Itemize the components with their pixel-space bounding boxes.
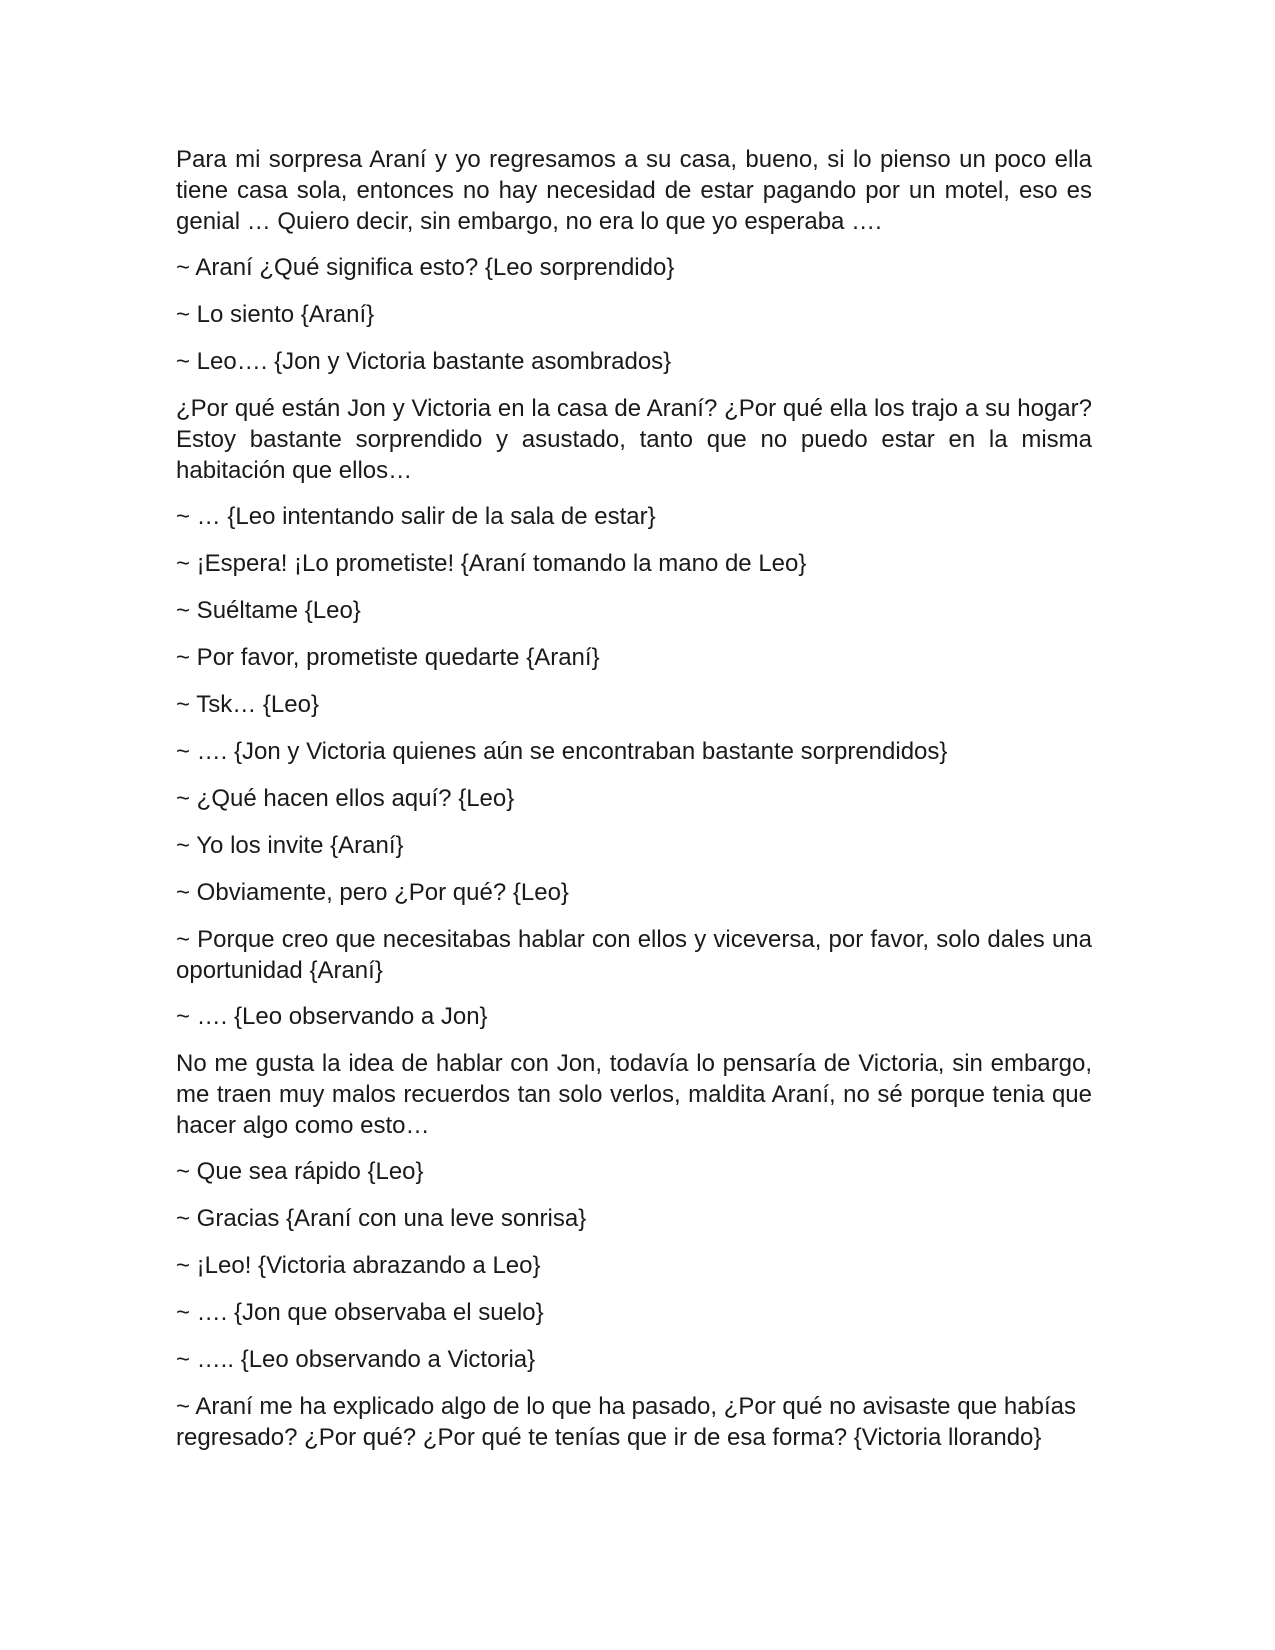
dialogue-line: ~ Araní ¿Qué significa esto? {Leo sorprendido}: [176, 254, 675, 281]
dialogue-line: ~ Por favor, prometiste quedarte {Araní}: [176, 644, 600, 671]
dialogue-line: ~ Obviamente, pero ¿Por qué? {Leo}: [176, 879, 569, 906]
dialogue-line: ~ Araní me ha explicado algo de lo que ha pasado, ¿Por qué no avisaste que habías regresado? ¿Por qué? ¿Por qué te tenías que ir de esa forma? {Victoria llorando}: [176, 1393, 1076, 1451]
dialogue-line: ~ Que sea rápido {Leo}: [176, 1158, 424, 1185]
dialogue-line: ~ Gracias {Araní con una leve sonrisa}: [176, 1205, 587, 1232]
dialogue-paragraph: ~ Porque creo que necesitabas hablar con ellos y viceversa, por favor, solo dales una oportunidad {Araní}: [176, 926, 1092, 984]
narration-paragraph: ¿Por qué están Jon y Victoria en la casa de Araní? ¿Por qué ella los trajo a su hogar? Estoy bastante sorprendido y asustado, tanto que no puedo estar en la misma habitación que ellos…: [176, 395, 1092, 484]
page-body: [176, 144, 1092, 1469]
narration-paragraph: Para mi sorpresa Araní y yo regresamos a su casa, bueno, si lo pienso un poco ella tiene casa sola, entonces no hay necesidad de estar pagando por un motel, eso es genial … Quiero decir, sin embargo, no era lo que yo esperaba ….: [176, 146, 1092, 235]
dialogue-line: ~ … {Leo intentando salir de la sala de estar}: [176, 503, 656, 530]
dialogue-line: ~ …. {Jon que observaba el suelo}: [176, 1299, 544, 1326]
dialogue-line: ~ ….. {Leo observando a Victoria}: [176, 1346, 536, 1373]
narration-paragraph: No me gusta la idea de hablar con Jon, todavía lo pensaría de Victoria, sin embargo, me traen muy malos recuerdos tan solo verlos, maldita Araní, no sé porque tenia que hacer algo como esto…: [176, 1050, 1092, 1139]
dialogue-line: ~ …. {Leo observando a Jon}: [176, 1003, 488, 1030]
dialogue-line: ~ Yo los invite {Araní}: [176, 832, 404, 859]
dialogue-line: ~ Lo siento {Araní}: [176, 301, 375, 328]
dialogue-line: ~ Tsk… {Leo}: [176, 691, 319, 718]
dialogue-line: ~ ¡Espera! ¡Lo prometiste! {Araní tomando la mano de Leo}: [176, 550, 807, 577]
dialogue-line: ~ Suéltame {Leo}: [176, 597, 361, 624]
dialogue-line: ~ ¿Qué hacen ellos aquí? {Leo}: [176, 785, 515, 812]
dialogue-line: ~ Leo…. {Jon y Victoria bastante asombrados}: [176, 348, 672, 375]
dialogue-line: ~ ¡Leo! {Victoria abrazando a Leo}: [176, 1252, 541, 1279]
dialogue-line: ~ …. {Jon y Victoria quienes aún se encontraban bastante sorprendidos}: [176, 738, 948, 765]
